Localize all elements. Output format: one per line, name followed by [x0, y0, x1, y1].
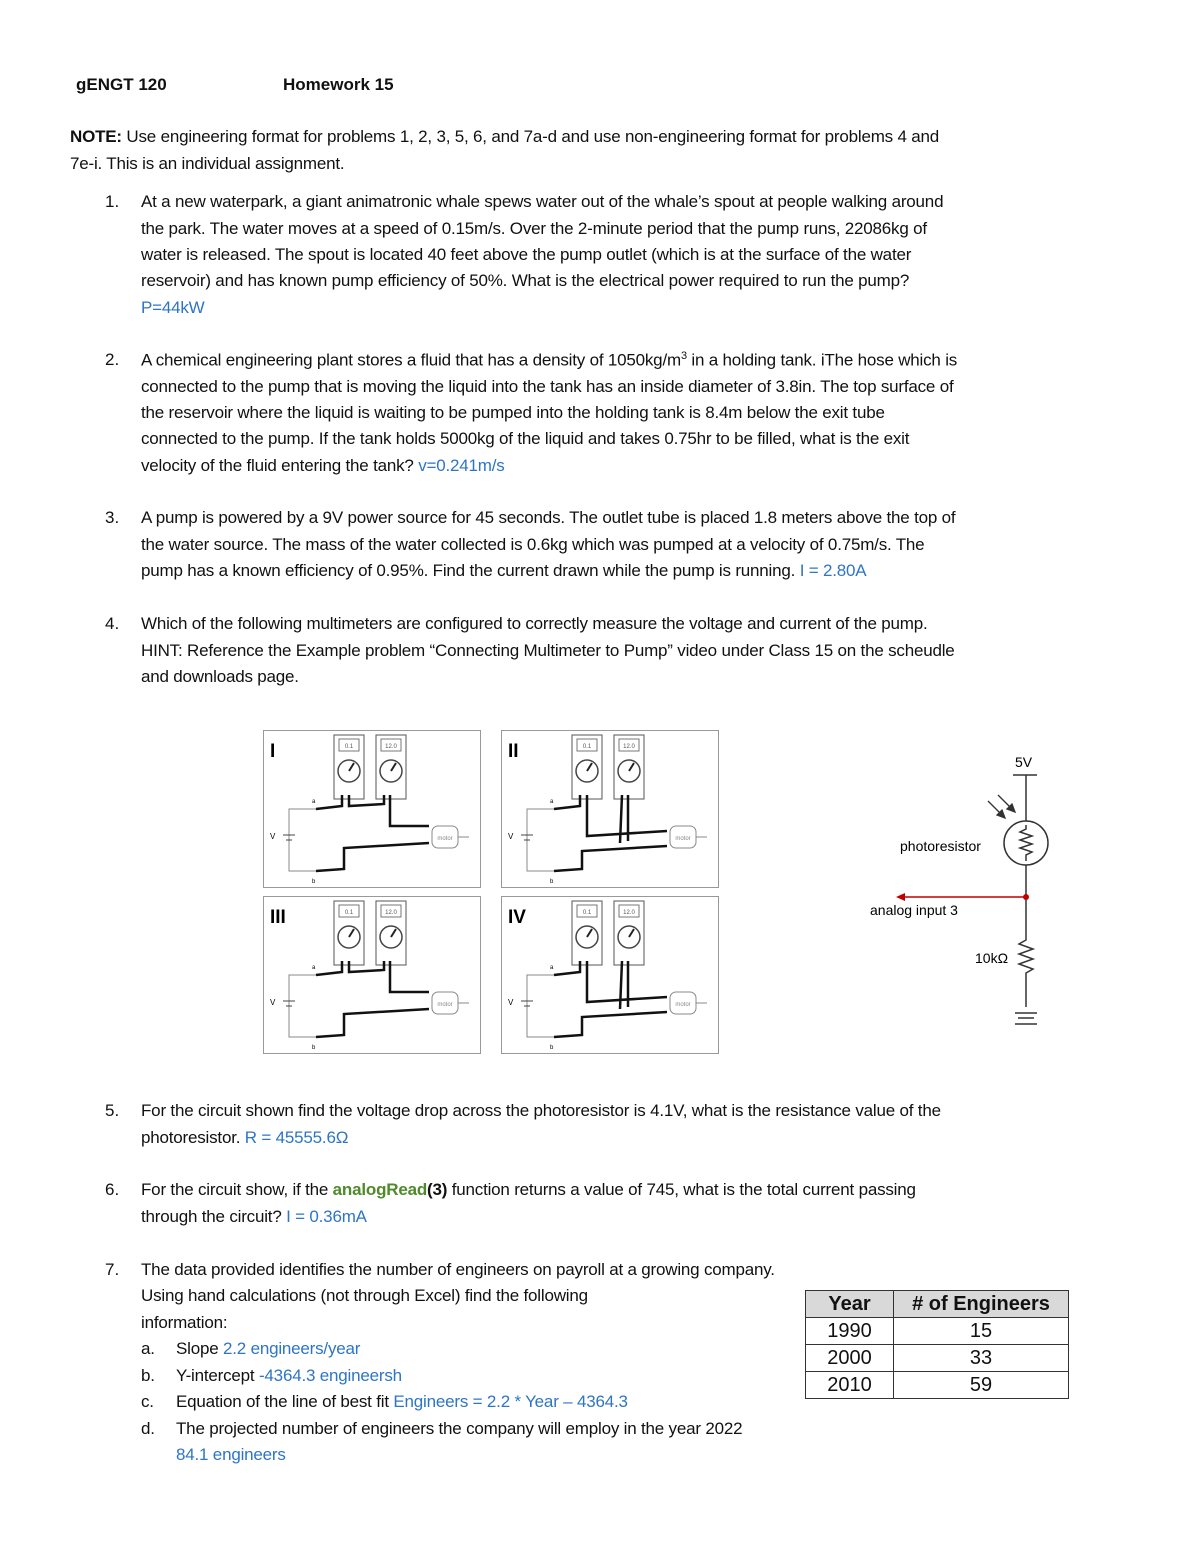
node-label: a [550, 965, 554, 971]
subitem-text [176, 1366, 402, 1386]
page-title: Homework 15 [283, 75, 394, 94]
problem-3-line: the water source. The mass of the water collected is 0.6kg which was pumped at a velocity of 0.75m/s. The [141, 535, 925, 554]
meter-reading: 12.0 [623, 910, 635, 916]
multimeter-panel-3 [263, 896, 481, 1054]
motor-label: motor [437, 836, 453, 842]
problem-7-line: The data provided identifies the number of engineers on payroll at a growing company. [141, 1260, 775, 1279]
problem-2-line: the reservoir where the liquid is waiting to be pumped into the holding tank is 8.4m below the exit tube [141, 403, 885, 422]
problem-6-line [141, 1207, 367, 1227]
problem-2-text: velocity of the fluid entering the tank? [141, 456, 419, 475]
subitem-prompt: Y-intercept [176, 1366, 259, 1385]
table-row [806, 1318, 1069, 1345]
column-header-engineers: # of Engineers [894, 1291, 1069, 1318]
resistor-label: 10kΩ [975, 950, 1009, 966]
photoresistor-circuit [860, 745, 1060, 1035]
subitem-text [176, 1339, 360, 1359]
panel-label: IV [508, 907, 526, 928]
multimeter-panel-2 [501, 730, 719, 888]
problem-5-text: photoresistor. [141, 1128, 245, 1147]
note-line-1 [70, 127, 939, 147]
source-label: V [270, 832, 276, 841]
panel-label: I [270, 741, 276, 762]
problem-1-line: At a new waterpark, a giant animatronic whale spews water out of the whale’s spout at people walking around [141, 192, 944, 211]
multimeter [376, 901, 406, 965]
cell-engineers: 59 [894, 1372, 1069, 1399]
problem-6-number: 6. [105, 1180, 120, 1199]
photoresistor-label: photoresistor [900, 838, 981, 854]
problem-5-answer: R = 45555.6Ω [244, 1128, 349, 1147]
meter-reading: 0.1 [344, 744, 354, 750]
problem-6-text: function returns a value of 745, what is the total current passing [447, 1180, 916, 1199]
analog-input-label: analog input 3 [870, 902, 958, 918]
note-line-2: 7e-i. This is an individual assignment. [70, 154, 345, 173]
multimeter-panel-4 [501, 896, 719, 1054]
problem-1-line: the park. The water moves at a speed of 0.15m/s. Over the 2-minute period that the pump runs, 22086kg of [141, 219, 927, 238]
cell-year: 2010 [806, 1372, 894, 1399]
photoresistor-symbol [1004, 821, 1048, 865]
problem-3-line [141, 561, 866, 581]
problem-4-number: 4. [105, 614, 120, 633]
panel-label: II [508, 741, 519, 762]
subitem-prompt: Equation of the line of best fit [176, 1392, 394, 1411]
node-label: a [550, 799, 554, 805]
problem-6-text: For the circuit show, if the [141, 1180, 333, 1199]
table-row [806, 1345, 1069, 1372]
problem-7-line: Using hand calculations (not through Excel) find the following [141, 1286, 588, 1305]
problem-2-line [141, 456, 505, 476]
multimeter [376, 735, 406, 799]
problem-4-line: Which of the following multimeters are configured to correctly measure the voltage and current of the pump. [141, 614, 928, 633]
problem-7-line: information: [141, 1313, 228, 1332]
node-label: b [312, 879, 316, 885]
multimeter [334, 901, 364, 965]
problem-2-line: connected to the pump. If the tank holds 5000kg of the liquid and takes 0.75hr to be filled, what is the exit [141, 429, 910, 448]
meter-reading: 12.0 [385, 910, 397, 916]
node-label: b [312, 1045, 316, 1051]
problem-1-line: water is released. The spout is located 40 feet above the pump outlet (which is at the surface of the water [141, 245, 912, 264]
subitem-a [141, 1339, 361, 1359]
problem-3-number: 3. [105, 508, 120, 527]
subitem-letter: c. [141, 1392, 154, 1411]
ground-icon [1015, 1013, 1037, 1024]
subitem-prompt: Slope [176, 1339, 224, 1358]
problem-2-number: 2. [105, 350, 120, 369]
subitem-answer: 2.2 engineers/year [223, 1339, 361, 1358]
source-label: V [270, 998, 276, 1007]
supply-label: 5V [1015, 754, 1033, 770]
problem-6-text: through the circuit? [141, 1207, 287, 1226]
node-label: a [312, 799, 316, 805]
source-label: V [508, 832, 514, 841]
cell-engineers: 15 [894, 1318, 1069, 1345]
subitem-answer: Engineers = 2.2 * Year – 4364.3 [393, 1392, 628, 1411]
function-name: analogRead [332, 1180, 428, 1199]
problem-2-answer: v=0.241m/s [418, 456, 505, 475]
function-arg: (3) [427, 1180, 448, 1199]
motor-label: motor [675, 836, 691, 842]
course-code: gENGT 120 [76, 75, 167, 94]
meter-reading: 12.0 [623, 744, 635, 750]
cell-year: 1990 [806, 1318, 894, 1345]
subitem-d-answer: 84.1 engineers [176, 1445, 286, 1464]
subitem-letter: d. [141, 1419, 155, 1438]
meter-reading: 0.1 [582, 910, 592, 916]
subitem-d [141, 1419, 743, 1439]
junction-dot [1023, 894, 1029, 900]
note-text: Use engineering format for problems 1, 2, 3, 5, 6, and 7a-d and use non-engineering format for problems 4 and [121, 127, 940, 146]
cell-engineers: 33 [894, 1345, 1069, 1372]
problem-2-line [141, 350, 957, 371]
source-label: V [508, 998, 514, 1007]
problem-5-line: For the circuit shown find the voltage drop across the photoresistor is 4.1V, what is the resistance value of the [141, 1101, 941, 1120]
superscript: 3 [680, 350, 687, 362]
panel-label: III [270, 907, 286, 928]
multimeter [572, 735, 602, 799]
multimeter-panel-1 [263, 730, 481, 888]
subitem-text [176, 1392, 628, 1412]
subitem-prompt: The projected number of engineers the company will employ in the year 2022 [176, 1419, 743, 1438]
node-label: b [550, 879, 554, 885]
problem-5-number: 5. [105, 1101, 120, 1120]
multimeter [614, 735, 644, 799]
problem-3-line: A pump is powered by a 9V power source for 45 seconds. The outlet tube is placed 1.8 meters above the top of [141, 508, 956, 527]
node-label: b [550, 1045, 554, 1051]
engineers-table [805, 1290, 1069, 1399]
multimeter [334, 735, 364, 799]
multimeter [572, 901, 602, 965]
problem-3-text: pump has a known efficiency of 0.95%. Find the current drawn while the pump is running. [141, 561, 800, 580]
problem-1-answer: P=44kW [141, 298, 205, 317]
note-label: NOTE: [70, 127, 122, 146]
problem-6-line [141, 1180, 916, 1200]
problem-4-line: and downloads page. [141, 667, 299, 686]
resistor-symbol [1019, 935, 1033, 1007]
problem-2-text: in a holding tank. iThe hose which is [686, 350, 958, 370]
subitem-letter: a. [141, 1339, 155, 1358]
subitem-c [141, 1392, 628, 1412]
subitem-answer: -4364.3 engineersh [258, 1366, 402, 1385]
problem-2-line: connected to the pump that is moving the liquid into the tank has an inside diameter of 3.8in. The top surface of [141, 377, 954, 396]
motor-label: motor [675, 1002, 691, 1008]
table-header-row [806, 1291, 1069, 1318]
meter-reading: 0.1 [582, 744, 592, 750]
light-arrows-icon [988, 795, 1015, 818]
problem-1-line: reservoir) and has known pump efficiency of 50%. What is the electrical power required to run the pump? [141, 271, 910, 290]
problem-7-number: 7. [105, 1260, 120, 1279]
arrow-icon [896, 893, 905, 901]
meter-reading: 12.0 [385, 744, 397, 750]
problem-6-answer: I = 0.36mA [286, 1207, 367, 1226]
subitem-letter: b. [141, 1366, 155, 1385]
column-header-year: Year [806, 1291, 894, 1318]
node-label: a [312, 965, 316, 971]
cell-year: 2000 [806, 1345, 894, 1372]
table-row [806, 1372, 1069, 1399]
problem-5-line [141, 1128, 348, 1148]
meter-reading: 0.1 [344, 910, 354, 916]
problem-1-number: 1. [105, 192, 120, 211]
multimeter [614, 901, 644, 965]
problem-2-text: A chemical engineering plant stores a fluid that has a density of 1050kg/m [141, 350, 681, 370]
problem-3-answer: I = 2.80A [799, 561, 867, 580]
problem-4-line: HINT: Reference the Example problem “Connecting Multimeter to Pump” video under Class 15 on the scheudle [141, 641, 955, 660]
motor-label: motor [437, 1002, 453, 1008]
subitem-b [141, 1366, 402, 1386]
